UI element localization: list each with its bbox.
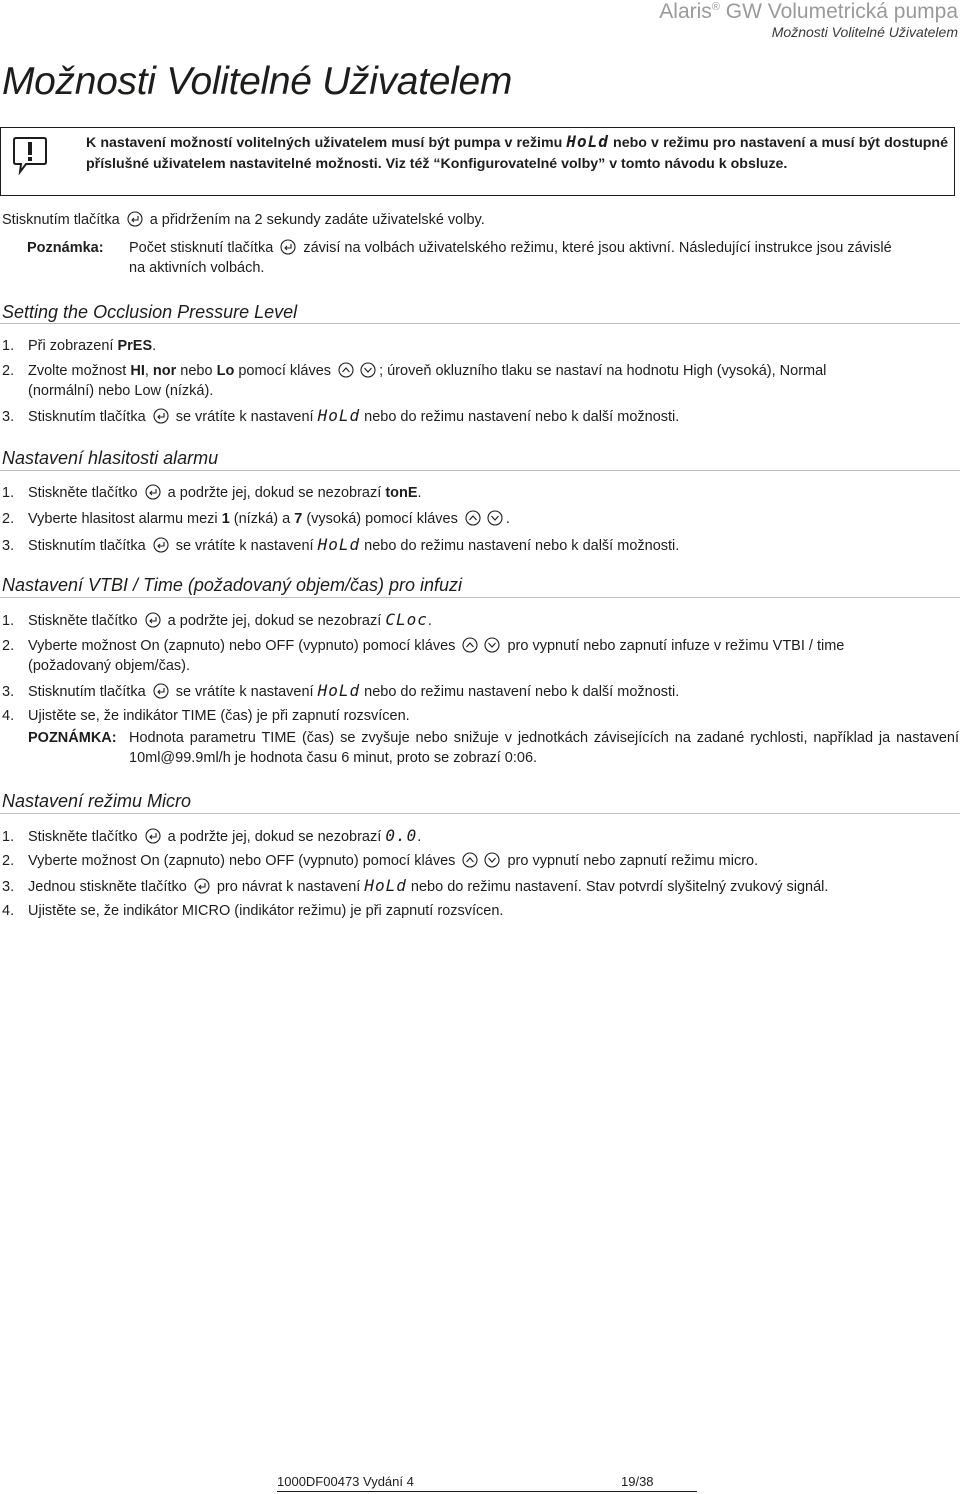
warning-text: K nastavení možností volitelných uživatelem musí být pumpa v režimu HoLd nebo v režimu pro nastavení a musí být dostupné příslušné uživatelem nastavitelné možnosti. Viz též “Konfigurovatelné volby” v tomto návodu k obsluze. — [86, 132, 948, 172]
section-title-vtbi: Nastavení VTBI / Time (požadovaný objem/čas) pro infuzi — [2, 575, 463, 595]
section-divider — [0, 813, 960, 814]
step-vtbi-2: 2. Vyberte možnost On (zapnuto) nebo OFF (vypnuto) pomocí kláves pro vypnutí nebo zapnutí infuze v režimu VTBI / time — [2, 638, 845, 654]
header-product-name: Alaris® GW Volumetrická pumpa — [659, 0, 958, 23]
down-arrow-key-icon — [484, 852, 500, 868]
display-code-hold: HoLd — [566, 132, 609, 151]
step-alarm-1: 1. Stiskněte tlačítko a podržte jej, dokud se nezobrazí tonE. — [2, 485, 422, 501]
enter-key-icon — [153, 408, 169, 424]
section-title-micro: Nastavení režimu Micro — [2, 791, 192, 811]
step-micro-4: 4. Ujistěte se, že indikátor MICRO (indikátor režimu) je při zapnutí rozsvícen. — [2, 903, 504, 919]
enter-key-icon — [145, 612, 161, 628]
warning-icon — [12, 135, 48, 175]
step-alarm-2: 2. Vyberte hlasitost alarmu mezi 1 (nízká) a 7 (vysoká) pomocí kláves . — [2, 511, 510, 527]
up-arrow-key-icon — [465, 510, 481, 526]
display-code-zero: 0.0 — [385, 826, 418, 845]
enter-key-icon — [153, 537, 169, 553]
display-code-hold: HoLd — [364, 876, 407, 895]
enter-key-icon — [194, 878, 210, 894]
section-divider — [0, 323, 960, 324]
step-vtbi-2-cont: (požadovaný objem/čas). — [28, 658, 190, 674]
display-code-cloc: CLoc — [385, 610, 428, 629]
intro-text: Stisknutím tlačítka a přidržením na 2 sekundy zadáte uživatelské volby. — [2, 212, 485, 228]
section-divider — [0, 470, 960, 471]
enter-key-icon — [145, 484, 161, 500]
header-section-title: Možnosti Volitelné Uživatelem — [771, 24, 958, 40]
step-micro-2: 2. Vyberte možnost On (zapnuto) nebo OFF (vypnuto) pomocí kláves pro vypnutí nebo zapnutí režimu micro. — [2, 853, 759, 869]
step-micro-1: 1. Stiskněte tlačítko a podržte jej, dokud se nezobrazí 0.0. — [2, 826, 422, 845]
down-arrow-key-icon — [360, 362, 376, 378]
step-occlusion-3: 3. Stisknutím tlačítka se vrátíte k nastavení HoLd nebo do režimu nastavení nebo k další možnosti. — [2, 406, 680, 425]
enter-key-icon — [127, 211, 143, 227]
vtbi-note-text: Hodnota parametru TIME (čas) se zvyšuje nebo snižuje v jednotkách závisejících na zadané rychlosti, například ja nastavení 10ml@99.9ml/h je hodnota času 6 minut, proto se zobrazí 0:06. — [129, 730, 959, 766]
footer-page-number: 19/38 — [621, 1474, 654, 1489]
enter-key-icon — [145, 828, 161, 844]
note-label: Poznámka: — [27, 240, 104, 256]
step-occlusion-2-cont: (normální) nebo Low (nízká). — [28, 383, 214, 399]
footer-divider — [277, 1491, 697, 1492]
step-micro-3: 3. Jednou stiskněte tlačítko pro návrat k nastavení HoLd nebo do režimu nastavení. Stav potvrdí slyšitelný zvukový signál. — [2, 876, 829, 895]
display-code-hold: HoLd — [317, 406, 361, 425]
up-arrow-key-icon — [462, 637, 478, 653]
section-title-occlusion: Setting the Occlusion Pressure Level — [2, 302, 298, 322]
down-arrow-key-icon — [487, 510, 503, 526]
enter-key-icon — [280, 239, 296, 255]
page-title: Možnosti Volitelné Uživatelem — [2, 60, 513, 103]
section-divider — [0, 597, 960, 598]
section-title-alarm: Nastavení hlasitosti alarmu — [2, 448, 219, 468]
footer-document-ref: 1000DF00473 Vydání 4 — [277, 1474, 414, 1489]
vtbi-note-label: POZNÁMKA: — [28, 730, 117, 746]
step-alarm-3: 3. Stisknutím tlačítka se vrátíte k nastavení HoLd nebo do režimu nastavení nebo k další možnosti. — [2, 535, 680, 554]
step-occlusion-2: 2. Zvolte možnost HI, nor nebo Lo pomocí kláves ; úroveň okluzního tlaku se nastaví na hodnotu High (vysoká), Normal — [2, 363, 827, 379]
up-arrow-key-icon — [462, 852, 478, 868]
step-vtbi-1: 1. Stiskněte tlačítko a podržte jej, dokud se nezobrazí CLoc. — [2, 610, 432, 629]
display-code-hold: HoLd — [317, 535, 361, 554]
enter-key-icon — [153, 683, 169, 699]
step-vtbi-3: 3. Stisknutím tlačítka se vrátíte k nastavení HoLd nebo do režimu nastavení nebo k další možnosti. — [2, 681, 680, 700]
step-vtbi-4: 4. Ujistěte se, že indikátor TIME (čas) je při zapnutí rozsvícen. — [2, 708, 410, 724]
note-text: Počet stisknutí tlačítka závisí na volbách uživatelského režimu, které jsou aktivní. Následující instrukce jsou závislé — [129, 240, 892, 256]
note-text-cont: na aktivních volbách. — [129, 260, 265, 276]
up-arrow-key-icon — [338, 362, 354, 378]
display-code-hold: HoLd — [317, 681, 361, 700]
step-occlusion-1: 1. Při zobrazení PrES. — [2, 338, 157, 354]
down-arrow-key-icon — [484, 637, 500, 653]
